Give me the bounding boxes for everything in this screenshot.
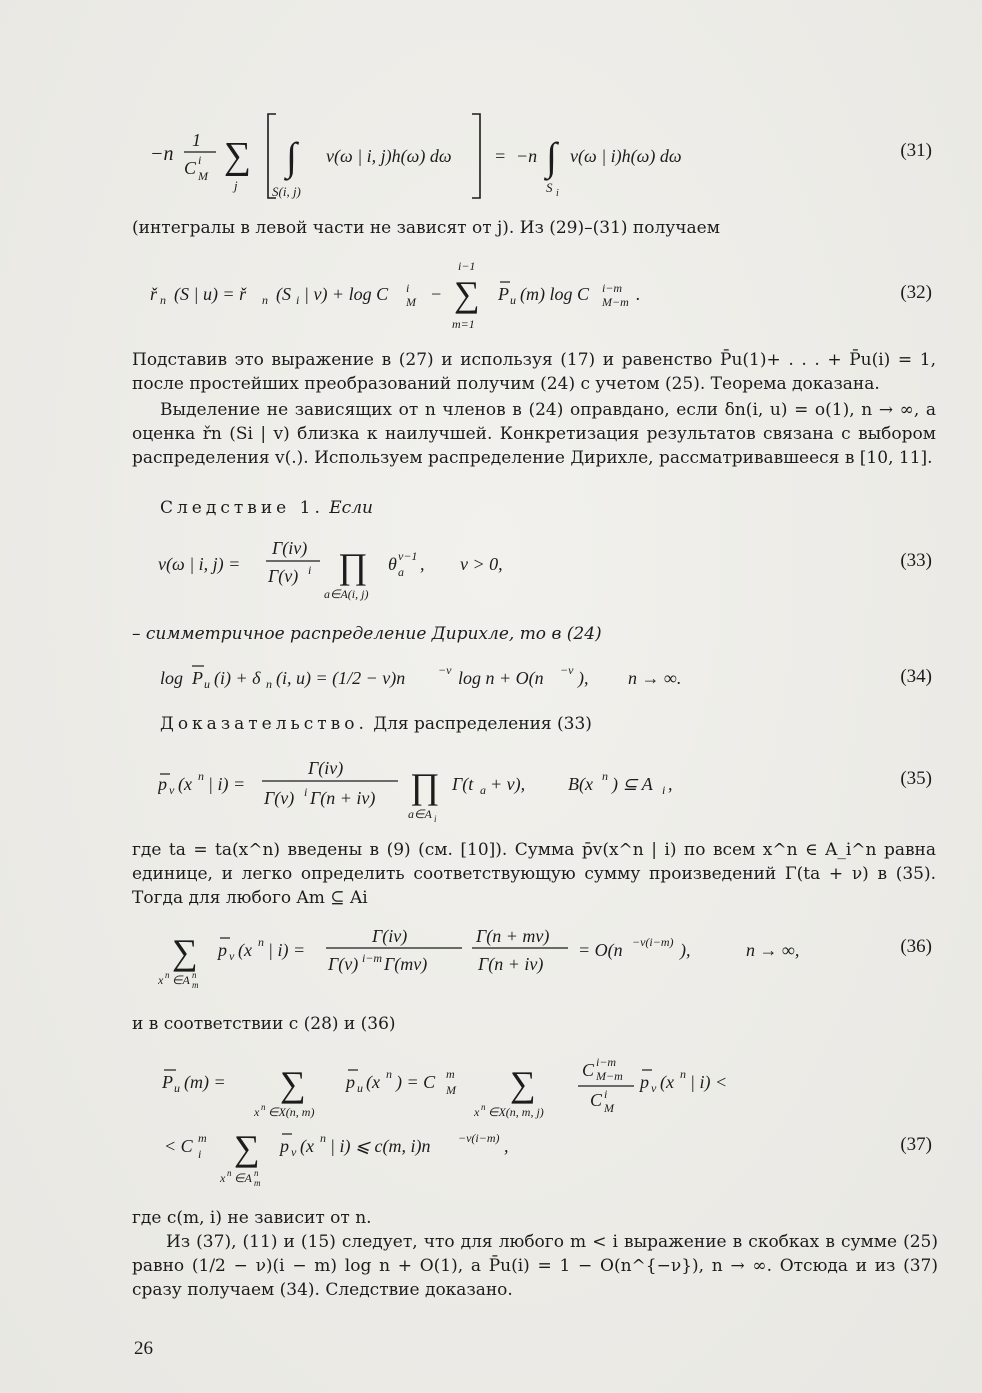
svg-text:ν−1: ν−1 xyxy=(398,549,418,563)
svg-text:i: i xyxy=(406,281,410,295)
svg-text:p: p xyxy=(280,1136,289,1156)
svg-text:i: i xyxy=(662,783,666,797)
svg-text:n: n xyxy=(266,677,272,691)
svg-text:M−m: M−m xyxy=(596,1069,623,1083)
svg-text:u: u xyxy=(357,1081,363,1095)
svg-text:(x: (x xyxy=(300,1136,314,1156)
svg-text:M: M xyxy=(406,295,416,309)
svg-text:C: C xyxy=(590,1090,603,1110)
svg-text:∑: ∑ xyxy=(224,135,252,177)
svg-text:C: C xyxy=(582,1060,595,1080)
svg-text:∈A: ∈A xyxy=(172,973,190,987)
paragraph-4: – симметричное распределение Дирихле, то в (24) xyxy=(132,624,602,644)
svg-text:Γ(iν): Γ(iν) xyxy=(308,758,344,778)
svg-text:n → ∞.: n → ∞. xyxy=(628,668,682,688)
svg-text:log n + O(n: log n + O(n xyxy=(458,668,544,688)
svg-text:u: u xyxy=(174,1081,180,1095)
svg-text:Γ(n + mν): Γ(n + mν) xyxy=(476,926,550,946)
svg-text:i−m: i−m xyxy=(362,951,383,965)
svg-text:u: u xyxy=(510,293,516,307)
svg-text:∑: ∑ xyxy=(234,1128,260,1168)
equation-34-number: (34) xyxy=(900,666,932,687)
svg-text:n: n xyxy=(320,1131,326,1145)
svg-text:n: n xyxy=(227,1168,232,1178)
svg-text:| i) =: | i) = xyxy=(208,774,246,794)
svg-text:(m) =: (m) = xyxy=(184,1072,226,1092)
equation-35-render xyxy=(158,750,718,826)
svg-text:i: i xyxy=(198,153,202,167)
svg-text:Γ(ν): Γ(ν) xyxy=(264,788,295,808)
svg-text:∑: ∑ xyxy=(172,932,198,972)
svg-text:x: x xyxy=(158,973,164,987)
svg-text:v: v xyxy=(169,783,175,797)
svg-text:n: n xyxy=(680,1067,686,1081)
svg-text:Γ(ν): Γ(ν) xyxy=(268,566,299,586)
equation-36-number: (36) xyxy=(900,936,932,957)
svg-text:B(x: B(x xyxy=(568,774,593,794)
svg-text:1: 1 xyxy=(192,130,201,150)
paragraph-5: где ta = ta(x^n) введены в (9) (см. [10]). Сумма p̄v(x^n | i) по всем x^n ∈ A_i^n равна единице, и легко определить соответствующую сумму произведений Γ(ta + ν) в (35). Тогда для любого Am ⊆ Ai xyxy=(132,840,936,908)
svg-text:(x: (x xyxy=(366,1072,380,1092)
svg-text:M: M xyxy=(198,169,208,183)
svg-text:=: = xyxy=(494,146,507,166)
paragraph-7: где c(m, i) не зависит от n. xyxy=(132,1208,372,1228)
svg-text:Γ(mν): Γ(mν) xyxy=(384,954,428,974)
equation-31-number: (31) xyxy=(900,140,932,161)
svg-text:M: M xyxy=(604,1101,614,1115)
svg-text:+ ν),: + ν), xyxy=(490,774,526,794)
svg-text:x: x xyxy=(254,1105,260,1119)
svg-text:(x: (x xyxy=(238,940,252,960)
svg-text:ř: ř xyxy=(150,284,158,304)
svg-text:a∈A(i, j): a∈A(i, j) xyxy=(324,587,369,601)
equation-37b xyxy=(158,1120,658,1192)
svg-text:−n: −n xyxy=(516,146,538,166)
svg-text:),: ), xyxy=(680,940,691,960)
svg-text:−ν: −ν xyxy=(560,663,574,677)
equation-34 xyxy=(160,662,760,694)
svg-text:i: i xyxy=(556,188,559,199)
svg-text:p: p xyxy=(218,940,227,960)
svg-text:∫: ∫ xyxy=(286,134,297,179)
svg-text:−ν(i−m): −ν(i−m) xyxy=(632,935,674,949)
equation-32-number: (32) xyxy=(900,282,932,303)
svg-text:i: i xyxy=(198,1147,202,1161)
svg-text:n → ∞,: n → ∞, xyxy=(746,940,800,960)
equation-33-render xyxy=(158,530,578,606)
svg-text:log: log xyxy=(160,668,184,688)
svg-text:∏: ∏ xyxy=(410,766,440,806)
equation-32-render xyxy=(150,256,710,332)
svg-text:,: , xyxy=(504,1136,509,1156)
svg-text:j: j xyxy=(234,178,238,193)
svg-text:) = C: ) = C xyxy=(396,1072,436,1092)
equation-31-render xyxy=(150,112,790,204)
equation-31 xyxy=(150,112,790,204)
svg-text:P: P xyxy=(192,668,203,688)
paragraph-2: Подставив это выражение в (27) и используя (17) и равенство P̄u(1)+ . . . + P̄u(i) = 1, после простейших преобразований получим (24) с учетом (25). Теорема доказана. xyxy=(132,350,936,394)
svg-text:i: i xyxy=(308,563,312,577)
svg-text:M: M xyxy=(446,1083,456,1097)
svg-text:v: v xyxy=(291,1145,297,1159)
svg-text:Γ(n + iν): Γ(n + iν) xyxy=(478,954,544,974)
svg-text:n: n xyxy=(262,293,268,307)
proof-header xyxy=(160,712,760,736)
svg-text:i−1: i−1 xyxy=(458,259,476,273)
svg-text:| i) ⩽ c(m, i)n: | i) ⩽ c(m, i)n xyxy=(330,1136,431,1156)
corollary-label: Следствие 1. xyxy=(160,498,324,518)
svg-text:n: n xyxy=(198,769,204,783)
equation-35 xyxy=(158,750,718,826)
equation-32 xyxy=(150,256,710,332)
corollary-word: Если xyxy=(329,498,373,518)
svg-text:−ν(i−m): −ν(i−m) xyxy=(458,1131,500,1145)
paragraph-6: и в соответствии с (28) и (36) xyxy=(132,1014,396,1034)
svg-text:Γ(iν): Γ(iν) xyxy=(372,926,408,946)
svg-text:) ⊆ A: ) ⊆ A xyxy=(612,774,653,794)
svg-text:P: P xyxy=(162,1072,173,1092)
svg-text:n: n xyxy=(160,293,166,307)
page-number: 26 xyxy=(134,1338,153,1359)
svg-text:v: v xyxy=(651,1081,657,1095)
svg-text:i: i xyxy=(304,785,308,799)
svg-text:∈A: ∈A xyxy=(234,1171,252,1185)
svg-text:| i) =: | i) = xyxy=(268,940,306,960)
paragraph-8: Из (37), (11) и (15) следует, что для любого m < i выражение в скобках в сумме (25) равно (1/2 − ν)(i − m) log n + O(1), а P̄u(i) = 1 − O(n^{−ν}), n → ∞. Отсюда и из (37) сразу получаем (34). Следствие доказано. xyxy=(132,1232,938,1300)
equation-33 xyxy=(158,530,578,606)
svg-text:n: n xyxy=(258,935,264,949)
svg-text:(x: (x xyxy=(178,774,192,794)
svg-text:(S | u) = ř: (S | u) = ř xyxy=(174,284,247,304)
svg-text:θ: θ xyxy=(388,554,397,574)
svg-text:−: − xyxy=(430,284,443,304)
svg-text:∑: ∑ xyxy=(510,1064,536,1104)
equation-34-render xyxy=(160,662,760,694)
svg-text:Γ(t: Γ(t xyxy=(452,774,474,794)
svg-text:v(ω | i, j) =: v(ω | i, j) = xyxy=(158,554,241,574)
svg-text:n: n xyxy=(602,769,608,783)
equation-37a xyxy=(158,1048,778,1124)
equation-37a-render xyxy=(158,1048,778,1124)
svg-text:Γ(n + iν): Γ(n + iν) xyxy=(310,788,376,808)
svg-text:a: a xyxy=(398,565,404,579)
svg-text:x: x xyxy=(220,1171,226,1185)
svg-text:m: m xyxy=(254,1178,261,1188)
svg-text:S(i, j): S(i, j) xyxy=(272,184,301,199)
svg-text:Γ(ν): Γ(ν) xyxy=(328,954,359,974)
svg-text:n: n xyxy=(165,970,170,980)
svg-text:i: i xyxy=(434,814,437,824)
equation-33-number: (33) xyxy=(900,550,932,571)
svg-text:v: v xyxy=(229,949,235,963)
equation-36-render xyxy=(158,920,838,996)
svg-text:| i) <: | i) < xyxy=(690,1072,728,1092)
svg-text:(m) log C: (m) log C xyxy=(520,284,589,304)
svg-text:(i) + δ: (i) + δ xyxy=(214,668,261,688)
svg-text:n: n xyxy=(261,1102,266,1112)
svg-text:∑: ∑ xyxy=(280,1064,306,1104)
svg-text:,: , xyxy=(668,774,673,794)
svg-text:n: n xyxy=(386,1067,392,1081)
svg-text:(x: (x xyxy=(660,1072,674,1092)
svg-text:C: C xyxy=(184,158,197,178)
proof-text: Для распределения (33) xyxy=(373,714,592,734)
svg-text:),: ), xyxy=(578,668,589,688)
svg-text:m=1: m=1 xyxy=(452,317,475,331)
svg-text:M−m: M−m xyxy=(602,295,629,309)
svg-text:a: a xyxy=(480,783,486,797)
corollary-header xyxy=(160,496,660,520)
svg-text:i: i xyxy=(604,1087,608,1101)
svg-text:∑: ∑ xyxy=(454,274,480,314)
svg-text:u: u xyxy=(204,677,210,691)
svg-text:m: m xyxy=(446,1067,455,1081)
svg-text:S: S xyxy=(546,180,553,195)
svg-text:n: n xyxy=(254,1168,259,1178)
svg-text:.: . xyxy=(636,284,641,304)
svg-text:p: p xyxy=(346,1072,355,1092)
svg-text:ν > 0,: ν > 0, xyxy=(460,554,503,574)
svg-text:−n: −n xyxy=(150,143,174,165)
svg-text:i: i xyxy=(296,293,300,307)
svg-text:∫: ∫ xyxy=(546,134,557,179)
svg-text:v(ω | i)h(ω) dω: v(ω | i)h(ω) dω xyxy=(570,146,682,166)
svg-text:m: m xyxy=(198,1131,207,1145)
proof-label: Доказательство. xyxy=(160,714,368,734)
svg-text:i−m: i−m xyxy=(596,1055,617,1069)
equation-36 xyxy=(158,920,838,996)
svg-text:x: x xyxy=(474,1105,480,1119)
svg-text:P: P xyxy=(498,284,509,304)
svg-text:v(ω | i, j)h(ω) dω: v(ω | i, j)h(ω) dω xyxy=(326,146,452,166)
svg-text:(i, u) = (1/2 − ν)n: (i, u) = (1/2 − ν)n xyxy=(276,668,406,688)
svg-text:n: n xyxy=(481,1102,486,1112)
svg-text:p: p xyxy=(640,1072,649,1092)
svg-text:= O(n: = O(n xyxy=(578,940,623,960)
paragraph-3: Выделение не зависящих от n членов в (24) оправдано, если δn(i, u) = o(1), n → ∞, а оценка řn (Si | v) близка к наилучшей. Конкретизация результатов связана с выбором распределения v(.). Используем распределение Дирихле, рассматривавшееся в [10, 11]. xyxy=(132,400,936,468)
svg-text:m: m xyxy=(192,980,199,990)
equation-35-number: (35) xyxy=(900,768,932,789)
svg-text:∏: ∏ xyxy=(338,546,368,586)
svg-text:| v) + log C: | v) + log C xyxy=(304,284,389,304)
paragraph-1: (интегралы в левой части не зависят от j). Из (29)–(31) получаем xyxy=(132,218,720,238)
equation-37-number: (37) xyxy=(900,1134,932,1155)
svg-text:(S: (S xyxy=(276,284,291,304)
svg-text:,: , xyxy=(420,554,425,574)
svg-text:a∈A: a∈A xyxy=(408,807,432,821)
svg-text:i−m: i−m xyxy=(602,281,623,295)
svg-text:∈X(n, m, j): ∈X(n, m, j) xyxy=(488,1105,544,1119)
svg-text:Γ(iν): Γ(iν) xyxy=(272,538,308,558)
svg-text:p: p xyxy=(158,774,167,794)
svg-text:∈X(n, m): ∈X(n, m) xyxy=(268,1105,315,1119)
equation-37b-render xyxy=(158,1120,658,1192)
svg-text:n: n xyxy=(192,970,197,980)
svg-text:−ν: −ν xyxy=(438,663,452,677)
svg-text:< C: < C xyxy=(164,1136,193,1156)
